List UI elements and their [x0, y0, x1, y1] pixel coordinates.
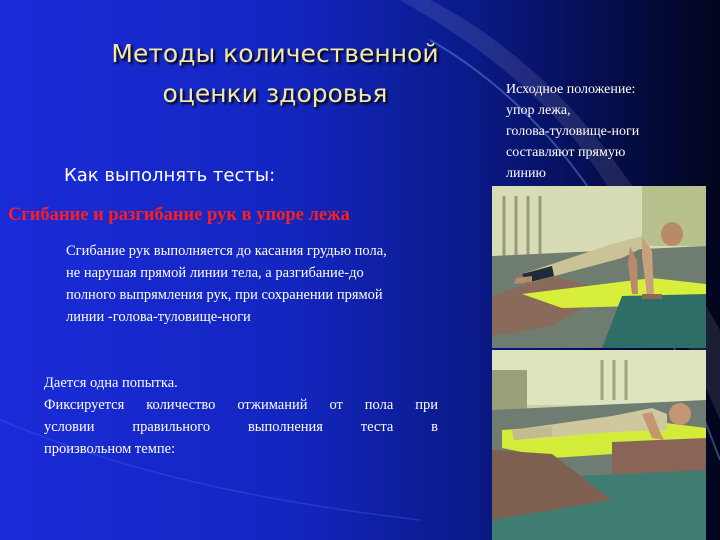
info-line: Фиксируется количество отжиманий от пола при	[44, 397, 438, 413]
start-position-line: голова-туловище-ноги	[506, 124, 640, 139]
info-line: произвольном темпе:	[44, 441, 176, 457]
photo-pushup-start	[492, 186, 706, 348]
start-position-line: линию	[506, 166, 546, 181]
subtitle: Как выполнять тесты:	[64, 165, 276, 186]
start-position-line: Исходное положение:	[506, 82, 636, 97]
exercise-description: Сгибание рук выполняется до касания грудью пола, не нарушая прямой линии тела, а разгибание-до полного выпрямления рук, при сохранении прямой линии -голова-туловище-ноги	[66, 243, 387, 325]
exercise-heading: Сгибание и разгибание рук в упоре лежа	[8, 205, 350, 225]
start-position-line: упор лежа,	[506, 103, 571, 118]
start-position-line: составляют прямую	[506, 145, 626, 160]
photo-pushup-down	[492, 350, 706, 540]
slide-title: Методы количественной оценки здоровья	[111, 39, 439, 108]
start-position-text	[506, 79, 706, 184]
info-line: Дается одна попытка.	[44, 375, 178, 391]
info-line: условии правильного выполнения теста в	[44, 419, 438, 435]
attempt-info	[44, 372, 438, 460]
